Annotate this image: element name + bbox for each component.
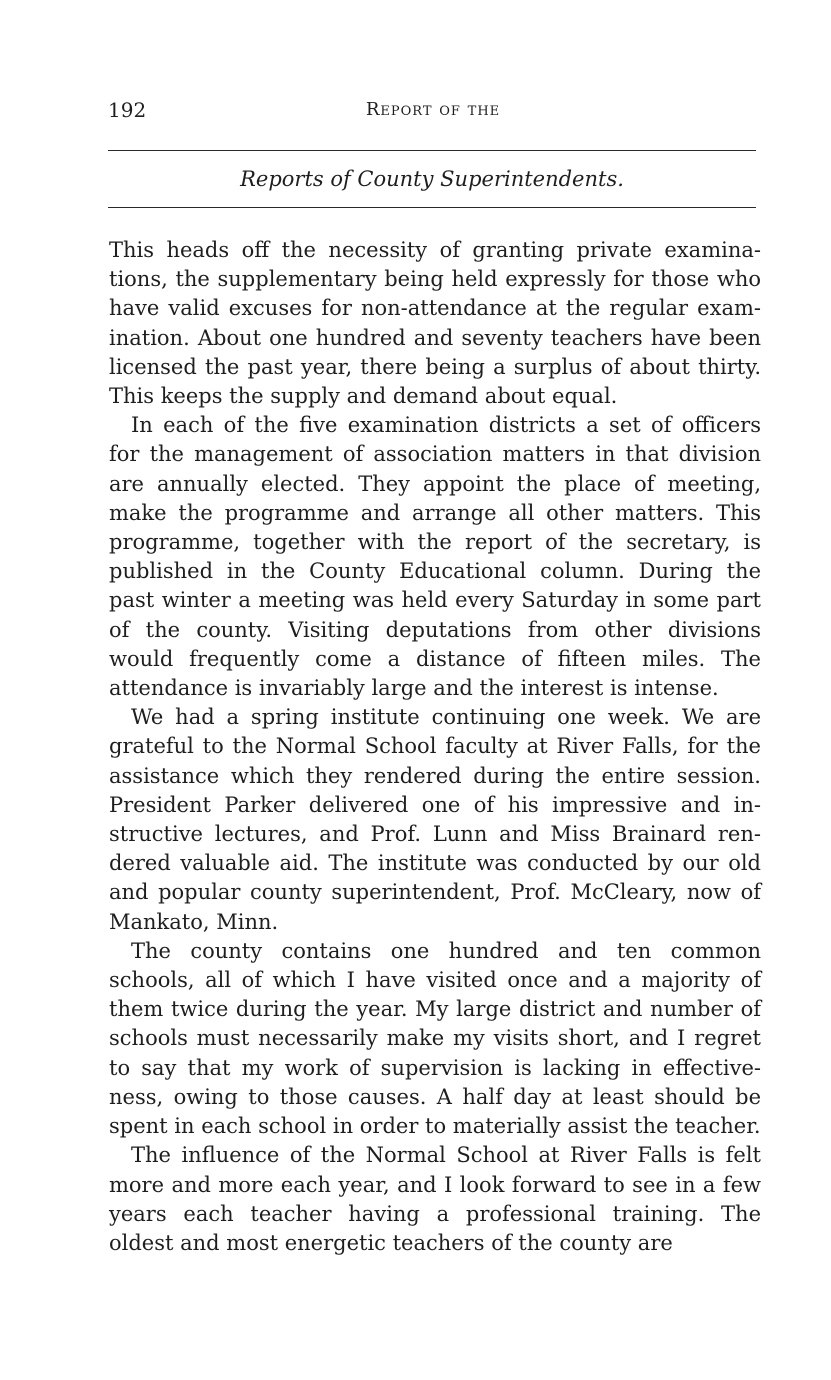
running-head xyxy=(108,96,758,124)
paragraph-4: The county contains one hundred and ten common schools, all of which I have visited once and a majority of them twice during the year. My large district and number of schools must necessarily make my visits short, and I regret to say that my work of supervision is lacking in effectiveness, owing to those causes. A half day at least should be spent in each school in order to materially assist the teacher. xyxy=(109,938,761,1139)
running-title: Report of the xyxy=(365,99,501,120)
section-title: Reports of County Superintendents. xyxy=(240,167,624,191)
bottom-rule xyxy=(108,207,756,208)
paragraph-5: The influence of the Normal School at River Falls is felt more and more each year, and I look forward to see in a few years each teacher having a professional training. The oldest and most energetic teachers of the county are xyxy=(109,1143,761,1255)
paragraph-3: We had a spring institute continuing one week. We are grateful to the Normal School faculty at River Falls, for the assistance which they rendered during the entire session. President Parker delivered one of his impressive and instructive lectures, and Prof. Lunn and Miss Brainard rendered valuable aid. The institute was conducted by our old and popular county superintendent, Prof. McCleary, now of Mankato, Minn. xyxy=(109,705,761,934)
body-text xyxy=(109,236,761,1258)
top-rule xyxy=(108,150,756,151)
page-number: 192 xyxy=(108,98,147,122)
paragraph-2: In each of the five examination districts a set of officers for the management of association matters in that division are annually elected. They appoint the place of meeting, make the programme and arrange all other matters. This programme, together with the report of the secretary, is published in the County Educational column. During the past winter a meeting was held every Saturday in some part of the county. Visiting deputations from other divisions would frequently come a distance of fifteen miles. The attendance is invariably large and the interest is intense. xyxy=(109,413,761,701)
paragraph-1: This heads off the necessity of granting private examinations, the supplementary being held expressly for those who have valid excuses for non-attendance at the regular examination. About one hundred and seventy teachers have been licensed the past year, there being a surplus of about thirty. This keeps the supply and demand about equal. xyxy=(109,238,761,409)
